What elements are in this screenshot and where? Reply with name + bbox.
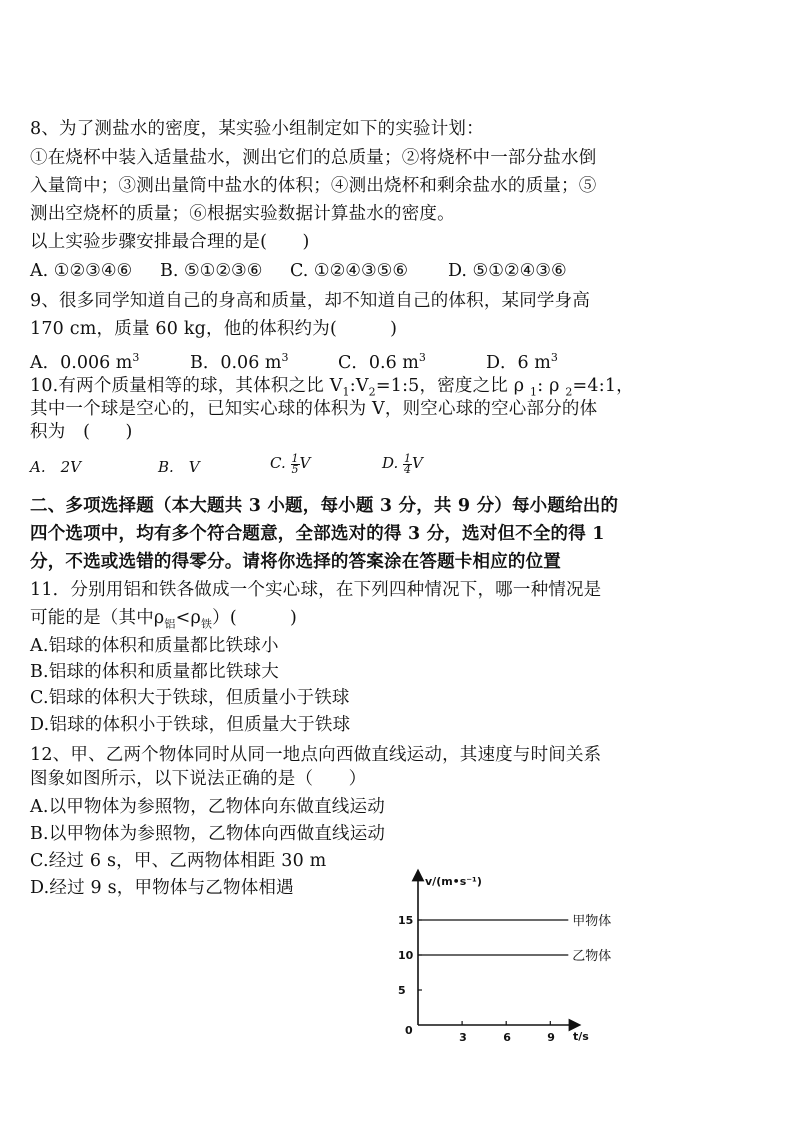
q11-option-b: B.铝球的体积和质量都比铁球大	[30, 662, 279, 682]
q8-step-line-3: 测出空烧杯的质量；⑥根据实验数据计算盐水的密度。	[30, 204, 455, 224]
y-tick-label: 5	[398, 984, 406, 997]
q12-option-c: C.经过 6 s，甲、乙两物体相距 30 m	[30, 851, 327, 871]
q11-stem: 11．分别用铝和铁各做成一个实心球，在下列四种情况下，哪一种情况是	[30, 580, 602, 600]
q9-option-c: C．0.6 $m^3$	[338, 351, 426, 373]
x-tick-label: 3	[459, 1031, 467, 1044]
section-2-line-3: 分，不选或选错的得零分。请将你选择的答案涂在答题卡相应的位置	[30, 552, 561, 572]
y-tick-label: 10	[398, 949, 414, 962]
section-2-heading: 二、多项选择题（本大题共 3 小题，每小题 3 分，共 9 分）每小题给出的	[30, 496, 619, 516]
q10-option-d: D. $\frac{1}{4}$ V	[382, 451, 423, 476]
q12-option-a: A.以甲物体为参照物，乙物体向东做直线运动	[30, 797, 385, 817]
q11-option-a: A.铝球的体积和质量都比铁球小	[30, 636, 279, 656]
x-tick-label: 6	[503, 1031, 511, 1044]
q12-line-2: 图象如图所示，以下说法正确的是（ ）	[30, 769, 367, 789]
q9-line-2: 170 cm，质量 60 kg，他的体积约为( )	[30, 319, 398, 339]
q9-option-d: D．6 $m^3$	[486, 351, 558, 373]
q8-option-d: D. ⑤①②④③⑥	[448, 261, 567, 281]
q10-line-2: 其中一个球是空心的，已知实心球的体积为 V，则空心球的空心部分的体	[30, 399, 598, 419]
q8-option-c: C. ①②④③⑤⑥	[290, 261, 409, 281]
q11-option-d: D.铝球的体积小于铁球，但质量大于铁球	[30, 715, 351, 735]
q10-line-3: 积为 ( )	[30, 422, 133, 442]
q8-question: 以上实验步骤安排最合理的是( )	[30, 232, 310, 252]
q9-option-a: A．0.006 $m^3$	[30, 351, 140, 373]
q8-option-b: B. ⑤①②③⑥	[160, 261, 263, 281]
x-tick-label: 9	[547, 1031, 555, 1044]
q8-stem: 8、为了测盐水的密度，某实验小组制定如下的实验计划：	[30, 119, 484, 139]
series-label: 乙物体	[572, 949, 612, 964]
q9-option-b: B．0.06 $m^3$	[190, 351, 289, 373]
fraction-one-fourth: $\frac{1}{4}$	[404, 451, 412, 476]
q8-option-a: A. ①②③④⑥	[30, 261, 133, 281]
x-axis-label: t/s	[573, 1030, 589, 1043]
q10-option-b: B. V	[158, 458, 200, 476]
fraction-one-fifth: $\frac{1}{5}$	[291, 451, 299, 476]
velocity-time-chart	[395, 865, 635, 1045]
q8-step-line-2: 入量筒中；③测出量筒中盐水的体积；④测出烧杯和剩余盐水的质量；⑤	[30, 176, 597, 196]
q10-stem: 10.有两个质量相等的球，其体积之比 $V_1:V_2=1:5$，密度之比 ρ $_1$: ρ $_2$=4:1，	[30, 376, 634, 399]
q9-stem: 9、很多同学知道自己的身高和质量，却不知道自己的体积，某同学身高	[30, 291, 591, 311]
q11-option-c: C.铝球的体积大于铁球，但质量小于铁球	[30, 688, 350, 708]
q11-line-2: 可能的是（其中$\rho_铝<\rho_铁$）( )	[30, 608, 298, 631]
series-label: 甲物体	[572, 914, 612, 929]
q10-option-c: C. $\frac{1}{5}$ V	[270, 451, 311, 476]
origin-label: 0	[405, 1024, 413, 1037]
q12-option-d: D.经过 9 s，甲物体与乙物体相遇	[30, 878, 294, 898]
y-tick-label: 15	[398, 914, 414, 927]
q12-option-b: B.以甲物体为参照物，乙物体向西做直线运动	[30, 824, 386, 844]
q10-option-a: A. 2V	[30, 458, 81, 476]
q8-step-line-1: ①在烧杯中装入适量盐水，测出它们的总质量；②将烧杯中一部分盐水倒	[30, 148, 597, 168]
q12-stem: 12、甲、乙两个物体同时从同一地点向西做直线运动，其速度与时间关系	[30, 745, 602, 765]
section-2-line-2: 四个选项中，均有多个符合题意，全部选对的得 3 分，选对但不全的得 1	[30, 524, 605, 544]
y-axis-label: v/(m•s⁻¹)	[425, 875, 482, 888]
